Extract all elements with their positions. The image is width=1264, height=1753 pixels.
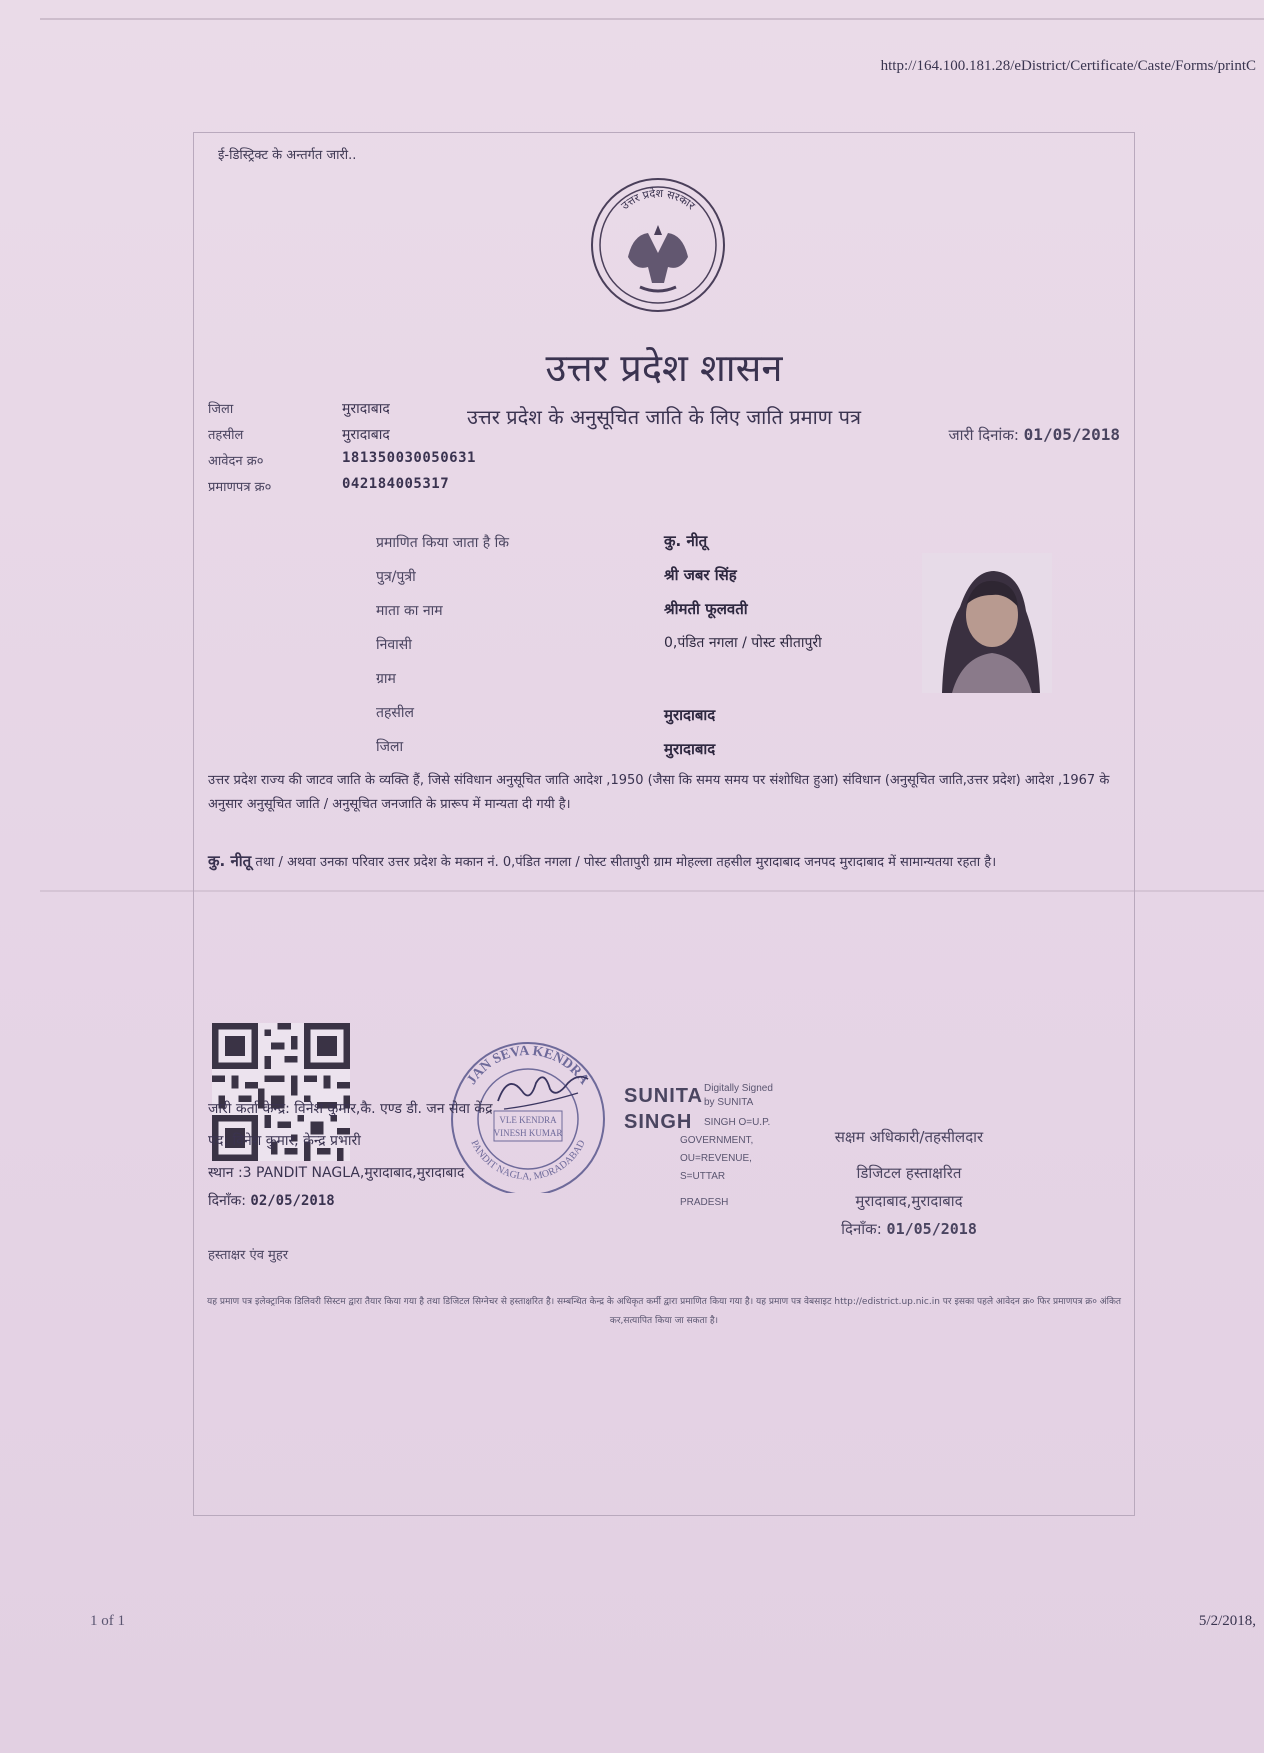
district-value: मुरादाबाद <box>342 401 390 417</box>
emblem-text: उत्तर प्रदेश सरकार <box>618 186 698 213</box>
fold-line <box>40 18 1264 20</box>
certified-label: प्रमाणित किया जाता है कि <box>376 535 510 551</box>
district-label: जिला <box>208 402 234 417</box>
field-tehsil-label: तहसील <box>376 705 414 721</box>
officer-signed: डिजिटल हस्ताक्षरित <box>856 1164 962 1182</box>
issuer-date-value: 02/05/2018 <box>250 1193 335 1209</box>
issue-date-value: 01/05/2018 <box>1023 425 1120 444</box>
certificate-number-label: प्रमाणपत्र क्र० <box>208 480 272 495</box>
print-url: http://164.100.181.28/eDistrict/Certificate/Caste/Forms/printC <box>880 58 1256 74</box>
svg-text:JAN SEVA KENDRA <box>465 1044 592 1088</box>
officer-date <box>804 1219 1014 1239</box>
dsig-line4: GOVERNMENT, <box>680 1135 754 1146</box>
tehsil-value: मुरादाबाद <box>342 427 390 443</box>
svg-text:उत्तर प्रदेश सरकार <box>619 187 698 213</box>
signature-and-seal-label: हस्ताक्षर एंव मुहर <box>208 1248 289 1263</box>
verification-disclaimer: यह प्रमाण पत्र इलेक्ट्रानिक डिलिवरी सिस्टम द्वारा तैयार किया गया है तथा डिजिटल सिग्नेचर से हस्ताक्षरित है। सम्बन्धित केन्द्र के अधिकृत कर्मी द्वारा प्रमाणित किया गया है। यह प्रमाण पत्र वेबसाइट http://edistrict.up.nic.in पर इसका पहले आवेदन क्र० फिर प्रमाणपत्र क्र० अंकित कर,सत्यापित किया जा सकता है। <box>206 1297 1121 1326</box>
certificate <box>193 132 1135 1516</box>
signer-first-name: SUNITA <box>624 1085 703 1107</box>
residence-paragraph <box>208 849 1120 875</box>
dsig-line2: by SUNITA <box>704 1097 754 1108</box>
stamp-center-line2: VINESH KUMAR <box>493 1128 563 1138</box>
officer-place: मुरादाबाद,मुरादाबाद <box>855 1192 963 1210</box>
tehsil-label: तहसील <box>208 428 244 443</box>
field-district-value: मुरादाबाद <box>664 740 716 758</box>
issued-note: ई-डिस्ट्रिक्ट के अन्तर्गत जारी.. <box>218 148 357 163</box>
issuer-date <box>208 1191 335 1210</box>
svg-text:PANDIT NAGLA, MORADABAD <box>468 1138 587 1182</box>
certificate-title: उत्तर प्रदेश शासन <box>545 346 783 390</box>
village-label: ग्राम <box>376 671 396 687</box>
print-date: 5/2/2018, <box>1198 1613 1256 1629</box>
issuer-date-label: दिनाँक: <box>208 1193 246 1209</box>
application-number: 181350030050631 <box>342 450 476 466</box>
issuer-place: स्थान :3 PANDIT NAGLA,मुरादाबाद,मुरादाबाद <box>208 1165 465 1181</box>
applicant-photo <box>922 553 1052 693</box>
officer-designation: सक्षम अधिकारी/तहसीलदार <box>834 1128 984 1146</box>
certificate-subtitle: उत्तर प्रदेश के अनुसूचित जाति के लिए जाति प्रमाण पत्र <box>466 405 862 429</box>
issuing-center: जारी कर्ता केन्द्र: विनेश कुमार,कै. एण्ड डी. जन सेवा केंद्र <box>208 1101 493 1117</box>
field-tehsil-value: मुरादाबाद <box>664 706 716 724</box>
mother-label: माता का नाम <box>376 603 443 619</box>
applicant-name: कु. नीतू <box>664 532 708 550</box>
officer-date-value: 01/05/2018 <box>886 1220 977 1238</box>
resident-label: निवासी <box>376 637 412 653</box>
issue-date-label: जारी दिनांक: <box>948 426 1019 444</box>
issue-date <box>948 425 1120 445</box>
dsig-line7: PRADESH <box>680 1197 729 1208</box>
certification-paragraph: उत्तर प्रदेश राज्य की जाटव जाति के व्यक्ति हैं, जिसे संविधान अनुसूचित जाति आदेश ,1950 (जैसा कि समय समय पर संशोधित हुआ) संविधान (अनुसूचित जाति,उत्तर प्रदेश) आदेश ,1967 के अनुसार अनुसूचित जाति / अनुसूचित जनजाति के प्रारूप में मान्यता दी गयी है। <box>208 773 1110 812</box>
up-government-emblem-icon <box>588 175 728 315</box>
dsig-line3: SINGH O=U.P. <box>704 1117 771 1128</box>
page-counter: 1 of 1 <box>90 1613 125 1629</box>
dsig-line6: S=UTTAR <box>680 1171 726 1182</box>
signer-last-name: SINGH <box>624 1111 693 1133</box>
child-of-label: पुत्र/पुत्री <box>376 569 416 585</box>
resident-address: 0,पंडित नगला / पोस्ट सीतापुरी <box>664 635 822 651</box>
residence-paragraph-name: कु. नीतू <box>208 852 252 870</box>
field-district-label: जिला <box>376 739 404 755</box>
officer-date-label: दिनाँक: <box>841 1220 882 1238</box>
certificate-number: 042184005317 <box>342 476 450 492</box>
issuer-post: पद: विनेश कुमार, केन्द्र प्रभारी <box>208 1133 361 1149</box>
mother-name: श्रीमती फूलवती <box>664 600 748 618</box>
dsig-line5: OU=REVENUE, <box>680 1153 752 1164</box>
residence-paragraph-text: तथा / अथवा उनका परिवार उत्तर प्रदेश के मकान नं. 0,पंडित नगला / पोस्ट सीतापुरी ग्राम मोहल्ला तहसील मुरादाबाद जनपद मुरादाबाद में सामान्यतया रहता है। <box>255 855 997 870</box>
application-number-label: आवेदन क्र० <box>208 454 264 469</box>
stamp-ring-top: JAN SEVA KENDRA <box>464 1043 592 1088</box>
stamp-center-line1: VLE KENDRA <box>499 1115 557 1125</box>
stamp-ring-bottom: PANDIT NAGLA, MORADABAD <box>468 1138 588 1183</box>
father-name: श्री जबर सिंह <box>664 566 737 584</box>
dsig-line1: Digitally Signed <box>704 1083 773 1094</box>
